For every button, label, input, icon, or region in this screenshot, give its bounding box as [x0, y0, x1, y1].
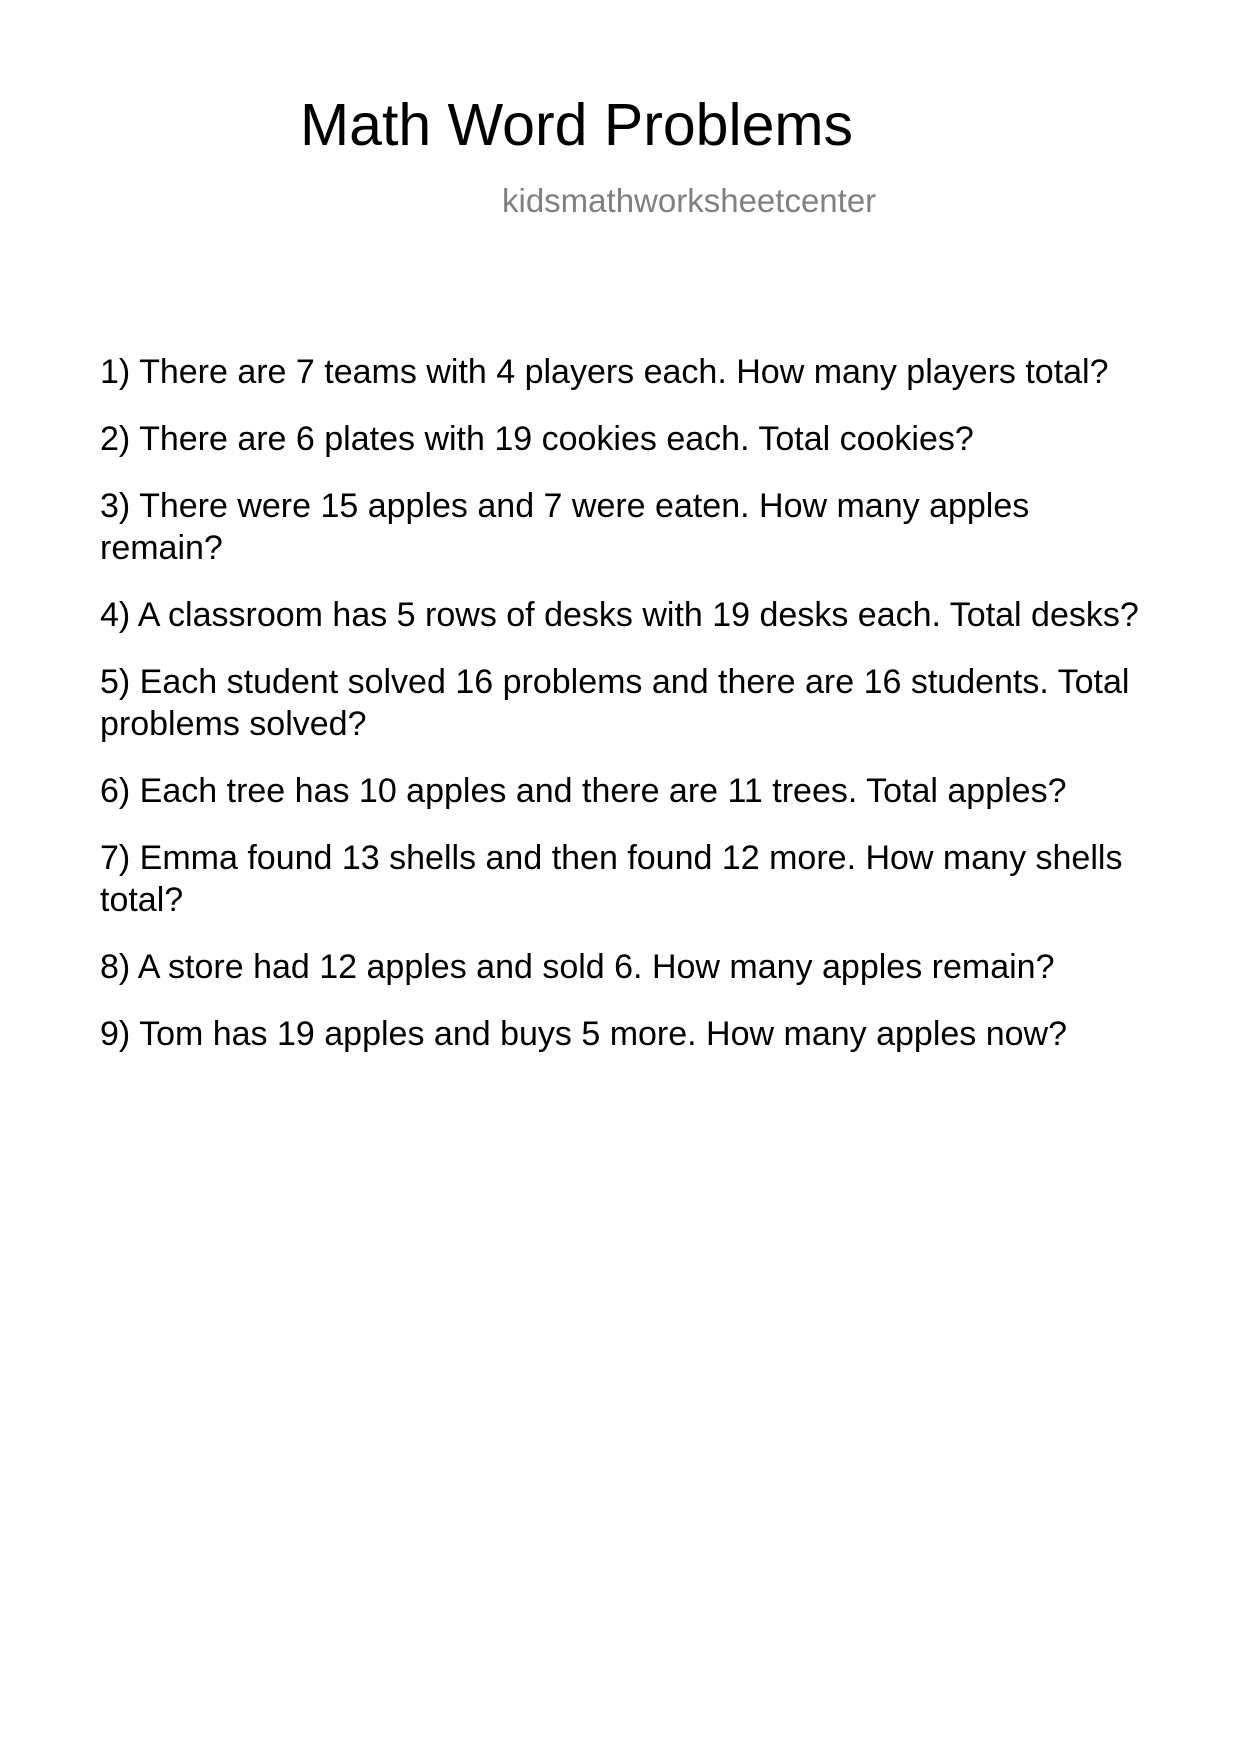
page-title: Math Word Problems [300, 92, 854, 158]
problem-item-6: 6) Each tree has 10 apples and there are 11 trees. Total apples? [100, 772, 1067, 810]
problem-item-1: 1) There are 7 teams with 4 players each. How many players total? [100, 353, 1109, 391]
problem-item-5: 5) Each student solved 16 problems and there are 16 students. Total problems solved? [100, 663, 1130, 743]
problem-item-3: 3) There were 15 apples and 7 were eaten. How many apples remain? [100, 487, 1030, 567]
problem-list [100, 351, 1160, 1080]
problem-item-2: 2) There are 6 plates with 19 cookies each. Total cookies? [100, 420, 974, 458]
problem-item-8: 8) A store had 12 apples and sold 6. How many apples remain? [100, 948, 1055, 986]
problem-item-9: 9) Tom has 19 apples and buys 5 more. How many apples now? [100, 1015, 1068, 1053]
problem-item-4: 4) A classroom has 5 rows of desks with 19 desks each. Total desks? [100, 596, 1139, 634]
problem-item-7: 7) Emma found 13 shells and then found 12 more. How many shells total? [100, 839, 1123, 919]
page-subtitle: kidsmathworksheetcenter [502, 182, 877, 219]
